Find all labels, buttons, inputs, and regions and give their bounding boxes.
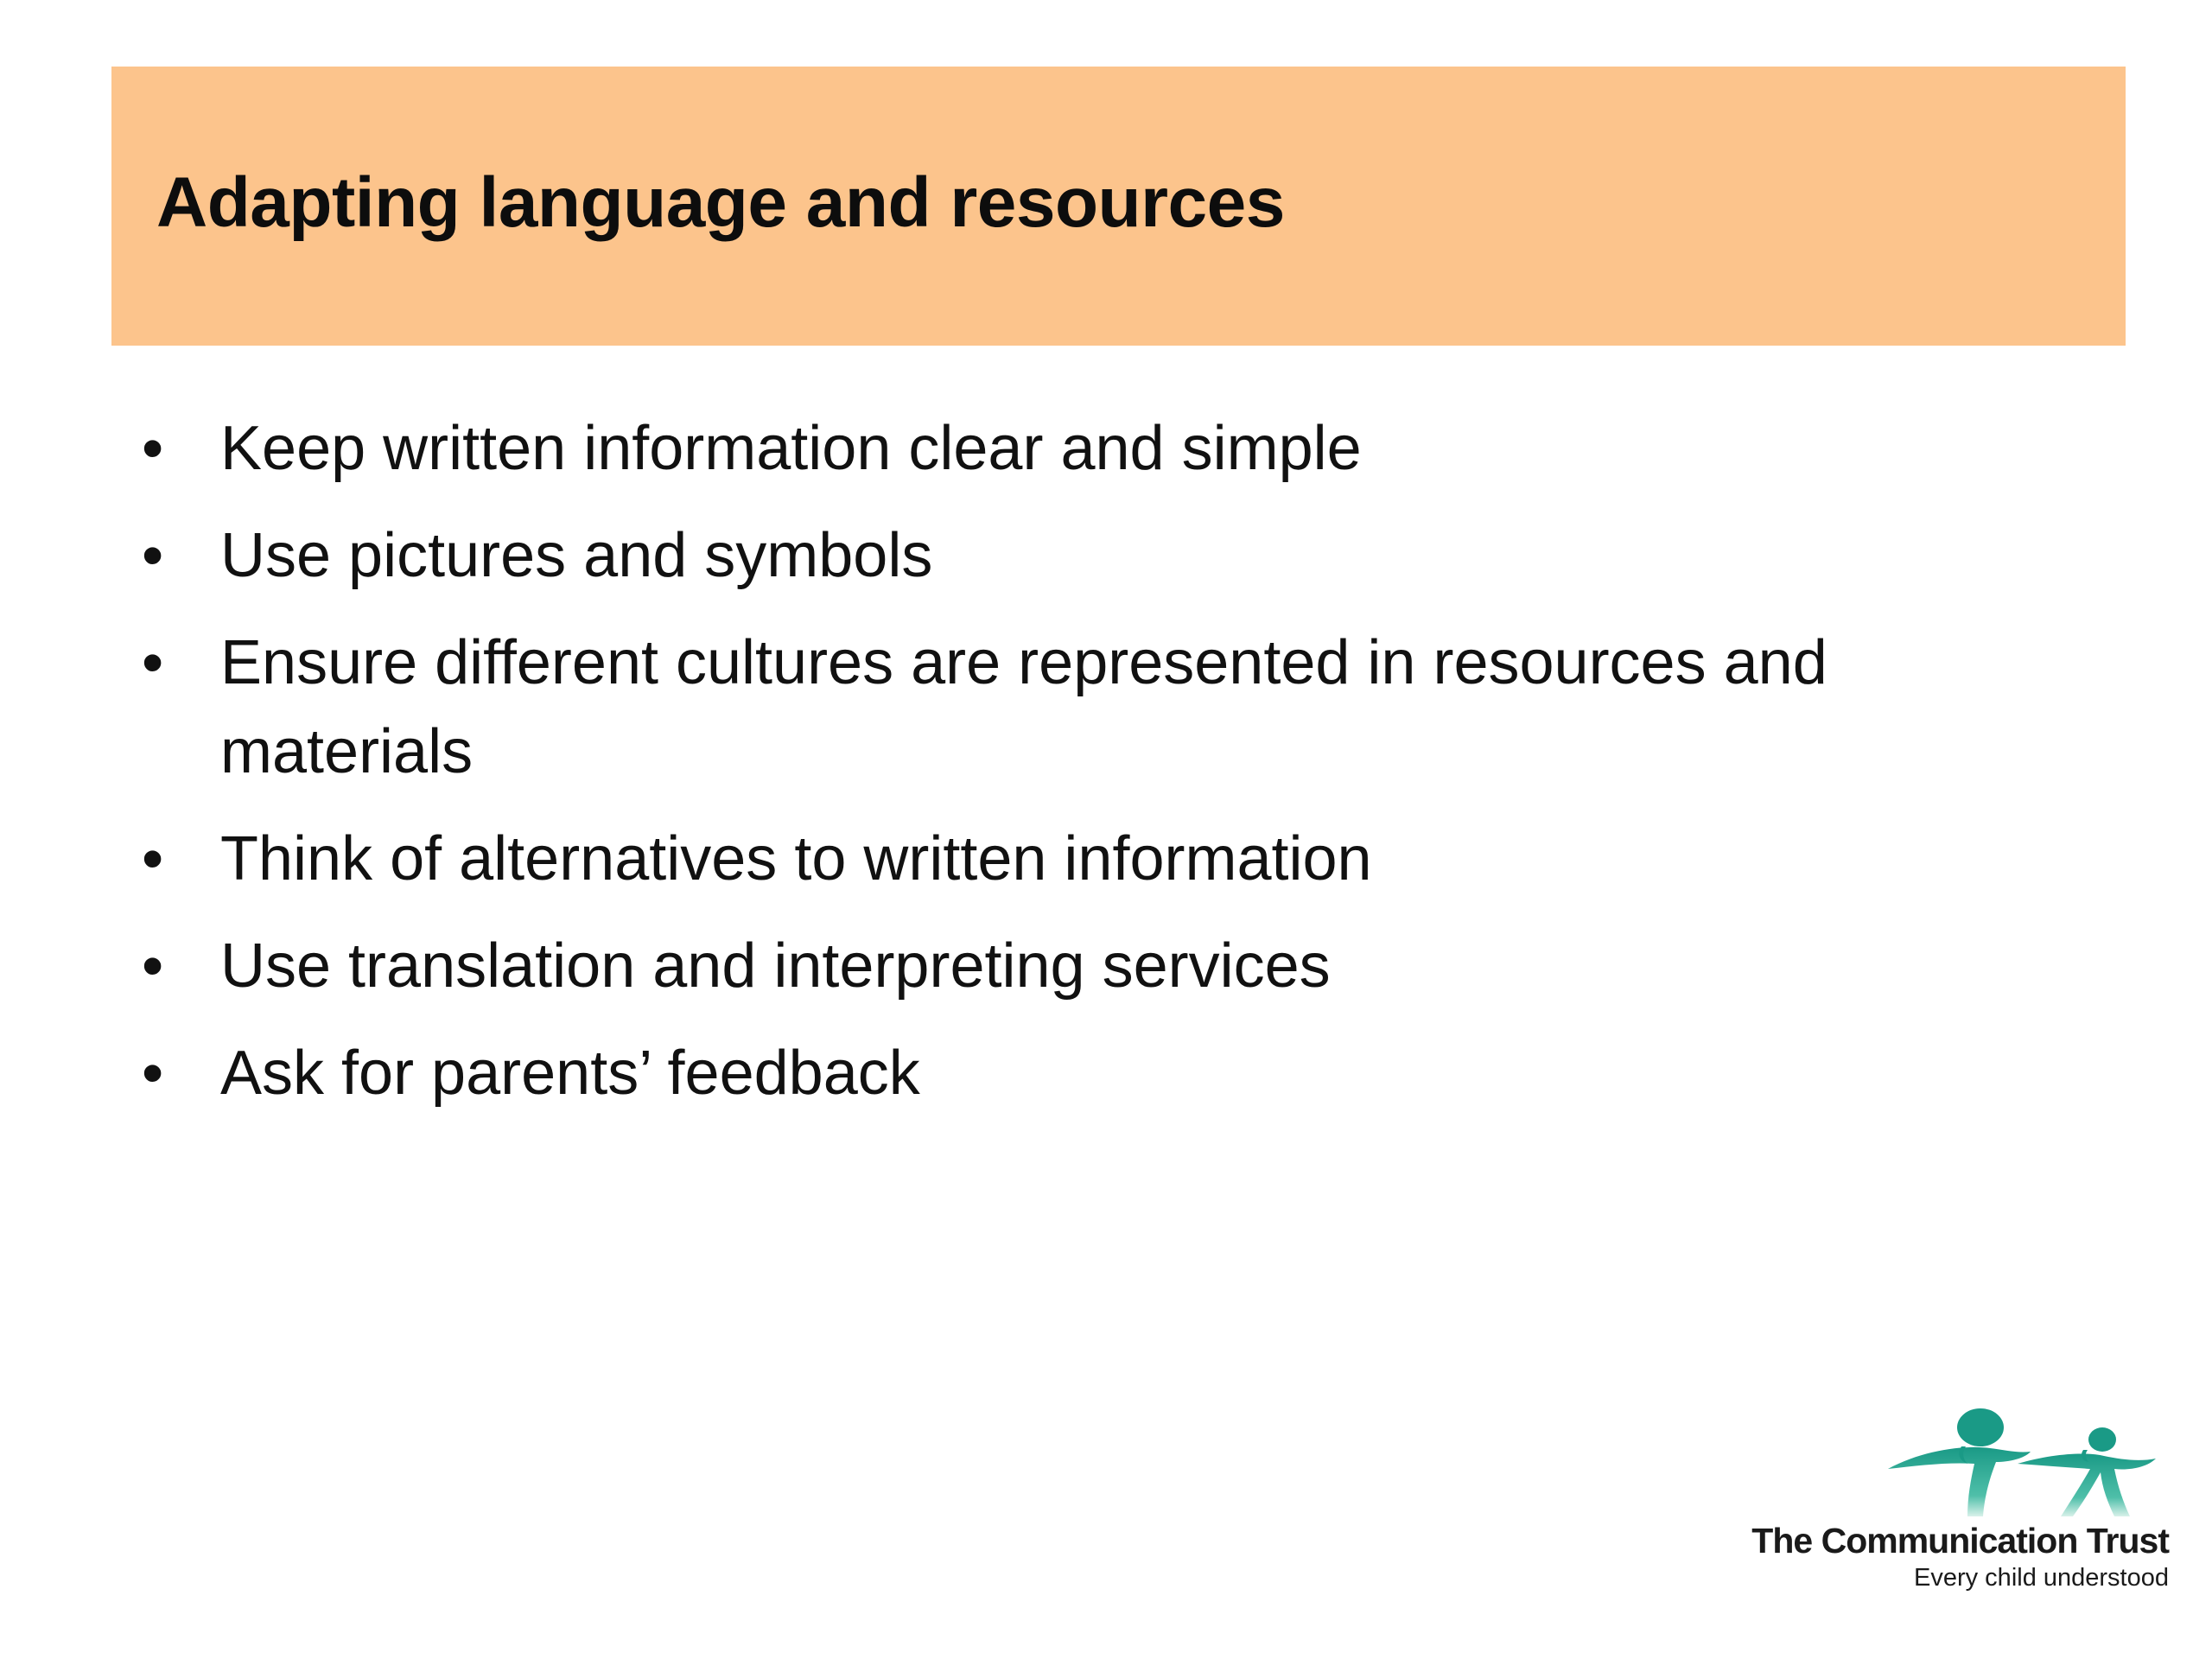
bullet-item [130,619,2074,797]
bullet-text: Use pictures and symbols [220,521,933,590]
bullet-text: Ask for parents’ feedback [220,1039,920,1108]
bullet-list [130,404,2074,1136]
bullet-text: Ensure different cultures are represented in resources and materials [220,628,1827,786]
bullet-text: Think of alternatives to written information [220,824,1372,893]
logo-name: The Communication Trust [1751,1521,2169,1560]
bullet-icon: • [142,521,164,590]
bullet-item [130,922,2074,1011]
two-figures-logo-icon [1888,1408,2156,1521]
title-banner [111,67,2126,346]
bullet-icon: • [142,1039,164,1108]
bullet-icon: • [142,628,164,697]
bullet-icon: • [142,931,164,1001]
bullet-icon: • [142,824,164,893]
bullet-text: Keep written information clear and simple [220,414,1362,483]
communication-trust-logo [1719,1408,2169,1599]
logo-tagline: Every child understood [1914,1564,2169,1592]
slide-title: Adapting language and resources [156,162,1285,242]
bullet-text: Use translation and interpreting services [220,931,1331,1001]
bullet-item [130,1029,2074,1118]
bullet-item [130,512,2074,601]
bullet-item [130,815,2074,904]
bullet-icon: • [142,414,164,483]
bullet-item [130,404,2074,493]
